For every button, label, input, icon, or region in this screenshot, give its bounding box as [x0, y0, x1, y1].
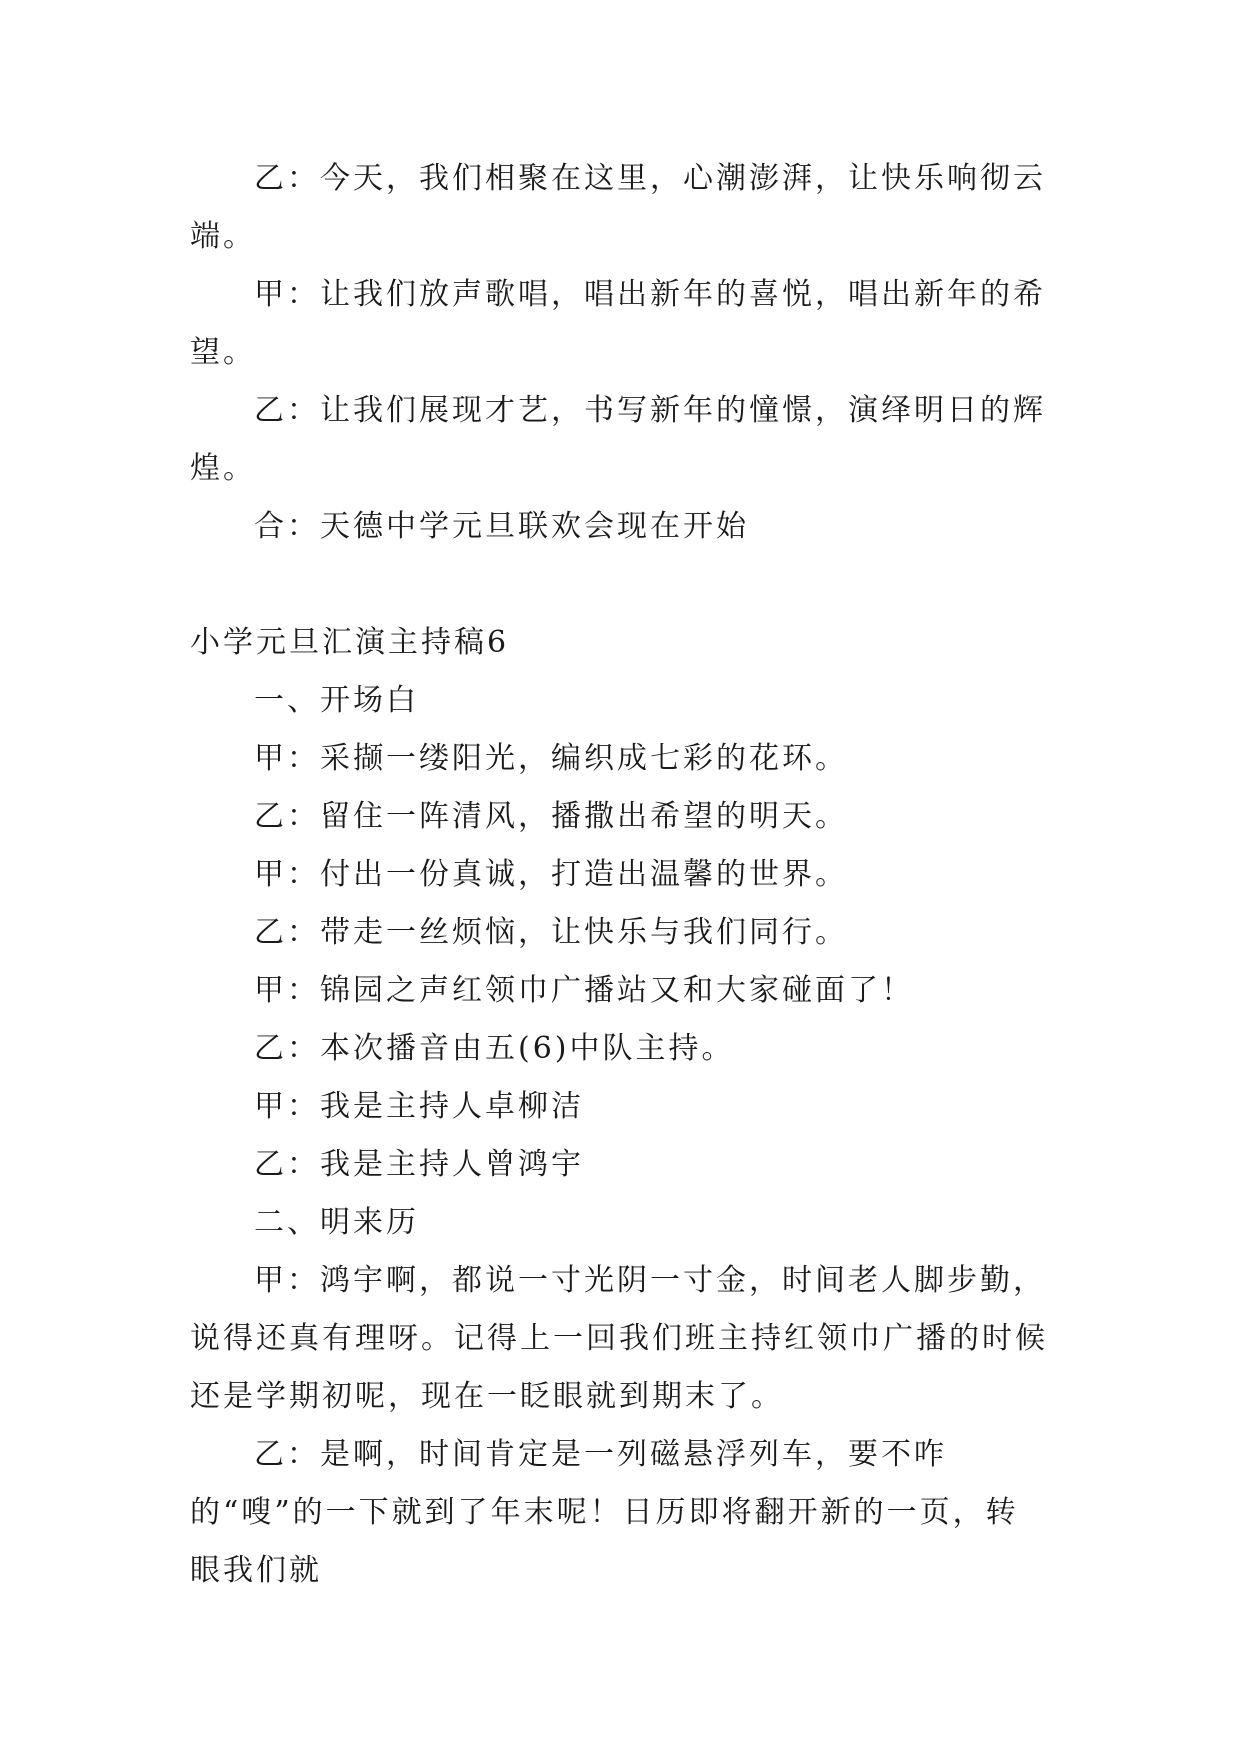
paragraph-line: 乙：带走一丝烦恼，让快乐与我们同行。 [254, 915, 848, 950]
paragraph-line: 甲：付出一份真诚，打造出温馨的世界。 [254, 857, 848, 892]
paragraph-line: 乙：留住一阵清风，播撒出希望的明天。 [254, 799, 848, 834]
paragraph-line: 甲：我是主持人卓柳洁 [254, 1089, 584, 1124]
subsection-heading: 一、开场白 [254, 683, 419, 718]
paragraph-line: 乙：本次播音由五(6)中队主持。 [254, 1031, 735, 1066]
section-title: 小学元旦汇演主持稿6 [190, 625, 510, 660]
paragraph-line: 乙：我是主持人曾鸿宇 [254, 1147, 584, 1182]
paragraph-line: 合：天德中学元旦联欢会现在开始 [254, 509, 749, 544]
paragraph-line: 甲：让我们放声歌唱，唱出新年的喜悦，唱出新年的希望。 [190, 277, 1046, 370]
section-spacer [190, 556, 1050, 614]
paragraph-line: 乙：今天，我们相聚在这里，心潮澎湃，让快乐响彻云端。 [190, 161, 1046, 254]
document-page [190, 150, 1050, 1600]
subsection-heading: 二、明来历 [254, 1205, 419, 1240]
paragraph-line: 甲：鸿宇啊，都说一寸光阴一寸金，时间老人脚步勤，说得还真有理呀。记得上一回我们班主持红领巾广播的时候还是学期初呢，现在一眨眼就到期末了。 [190, 1263, 1048, 1414]
paragraph-line: 甲：锦园之声红领巾广播站又和大家碰面了！ [254, 973, 914, 1008]
paragraph-line: 乙：是啊，时间肯定是一列磁悬浮列车，要不咋的“嗖”的一下就到了年末呢！日历即将翻开新的一页，转眼我们就 [190, 1437, 1019, 1588]
paragraph-line: 甲：采撷一缕阳光，编织成七彩的花环。 [254, 741, 848, 776]
paragraph-line: 乙：让我们展现才艺，书写新年的憧憬，演绎明日的辉煌。 [190, 393, 1046, 486]
